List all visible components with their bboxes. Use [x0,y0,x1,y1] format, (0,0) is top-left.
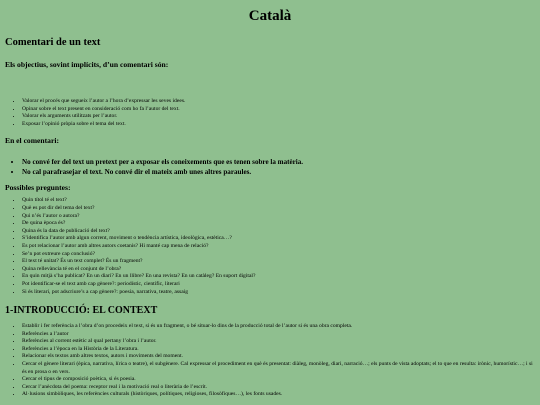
list-item: • Valorar els arguments utilitzats per l’autor. [22,113,535,121]
list-item: • Exposar l’opinió pròpia sobre el tema del text. [22,121,535,129]
list-item: • El text té unitat? És un text complet? És un fragment? [22,258,535,266]
list-item: • No cal parafrasejar el text. No convé dir el mateix amb unes altres paraules. [22,167,535,177]
list-item: • Referències a l’autor [22,331,535,339]
page-title: Català [248,8,292,24]
list-item: • Cercar el gènere literari (èpica, narrativa, lírica o teatre), el subgènere. Cal expressar el procediment en què és presentat: diàleg, monòleg, diari, narració…; els punts de vista adoptats; el to que en resulta: irònic, humorístic…; i si és en prosa o en vers. [22,361,535,376]
list-item: • Qui n’és l’autor o autora? [22,213,535,221]
list-item: • Relacionar els textos amb altres textos, autors i moviments del moment. [22,353,535,361]
section-heading-introduccio: 1-INTRODUCCIÓ: EL CONTEXT [5,305,158,317]
questions-heading: Possibles preguntes: [5,183,71,193]
list-item: • Referències al corrent estètic al qual pertany l’obra i l’autor. [22,338,535,346]
objectives-intro: Els objectius, sovint implícits, d’un comentari són: [5,60,169,69]
list-item: • Es pot relacionar l’autor amb altres autors coetanis? Hi manté cap mena de relació? [22,243,535,251]
comment-heading: En el comentari: [5,136,59,146]
list-item: • Cercar l’anècdota del poema: receptor real i la motivació real o literària de l’escrit. [22,384,535,392]
list-item: • Quina és la data de publicació del text? [22,228,535,236]
list-item: • De quina època és? [22,220,535,228]
list-item: • En quin mitjà s’ha publicat? En un diari? En un llibre? En una revista? En un catàleg? En suport digital? [22,273,535,281]
list-item: • Se’n pot extreure cap conclusió? [22,251,535,259]
list-item: • Establir i fer referència a l’obra d’on procedeix el text, si és un fragment, o bé situar-lo dins de la producció total de l’autor si és una obra completa. [22,323,535,331]
comment-list [5,157,535,177]
list-item: • No convé fer del text un pretext per a exposar els coneixements que es tenen sobre la matèria. [22,157,535,167]
list-item: • Valorar el procés que segueix l’autor a l’hora d’expressar les seves idees. [22,98,535,106]
list-item: • Pot identificar-se el text amb cap gènere?: periodístic, científic, literari [22,281,535,289]
section-heading-comentari: Comentari de un text [5,37,101,48]
list-item: • Referències a l’època en la Història de la Literatura. [22,346,535,354]
list-item: • Quin títol té el text? [22,197,535,205]
list-item: • Cercar el tipus de composició poètica, si és poesia. [22,376,535,384]
list-item: • Opinar sobre el text present en consideració com ho fa l’autor del text. [22,106,535,114]
list-item: • Al·lusions simbòliques, les referències culturals (històriques, polítiques, religioses, filosòfiques…), les fonts usades. [22,391,535,399]
context-list [5,323,535,399]
list-item: • Què es pot dir del tema del text? [22,205,535,213]
list-item: • S’identifica l’autor amb algun corrent, moviment o tendència artística, ideològica, estètica…? [22,235,535,243]
questions-list [5,197,535,296]
list-item: • Quina rellevància té en el conjunt de l’obra? [22,266,535,274]
list-item: • Si és literari, pot adscriure’s a cap gènere?: poesia, narrativa, teatre, assaig [22,289,535,297]
objectives-list [5,98,535,128]
